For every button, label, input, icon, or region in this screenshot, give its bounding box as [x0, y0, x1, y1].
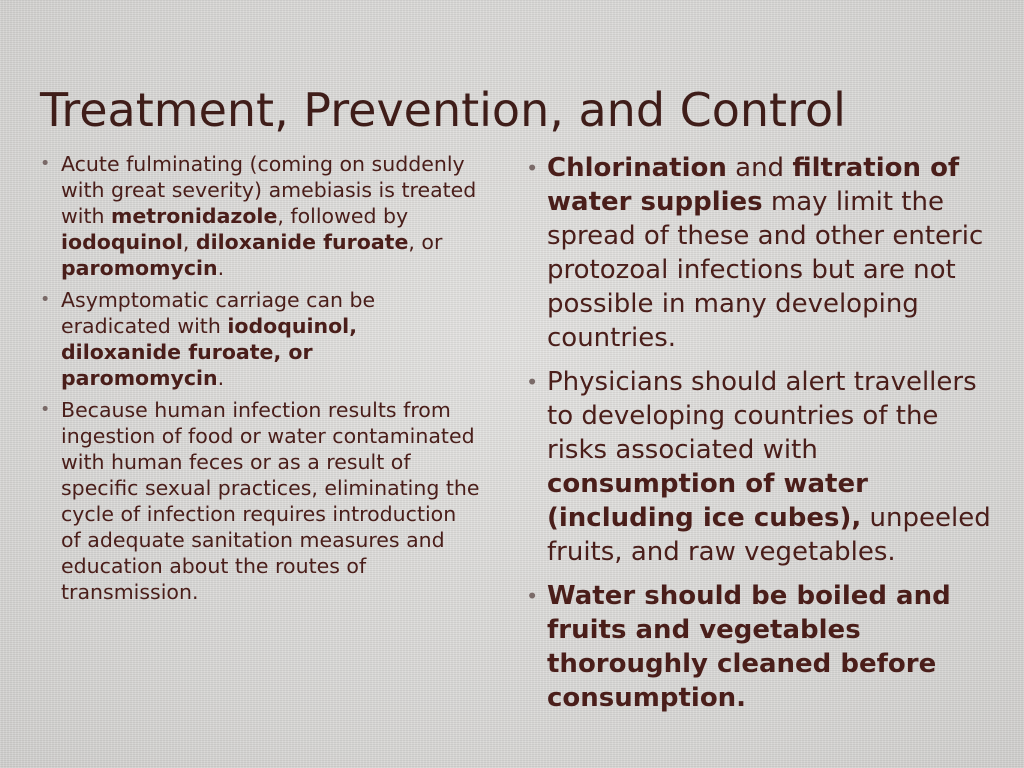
bullet-icon: •	[526, 370, 539, 394]
segment-text: , followed by	[277, 204, 409, 228]
drug-name: iodoquinol	[61, 230, 183, 254]
segment-text: , or	[408, 230, 443, 254]
bullet-item-asymptomatic-carriage	[40, 287, 482, 391]
bullet-icon: •	[40, 400, 51, 420]
drug-names: iodoquinol, diloxanide furoate, or paromomycin	[61, 314, 358, 390]
bullet-icon: •	[526, 156, 539, 180]
bullet-item-acute-treatment	[40, 151, 482, 281]
bullet-icon: •	[40, 290, 51, 310]
drug-name: diloxanide furoate	[195, 230, 409, 254]
bullet-item-boil-water	[526, 579, 996, 715]
segment-text: ,	[182, 230, 196, 254]
bullet-icon: •	[40, 154, 51, 174]
bullet-item-traveller-advice	[526, 365, 996, 569]
right-bullet-list	[526, 151, 996, 725]
key-term: Chlorination	[547, 153, 727, 183]
bullet-item-water-treatment	[526, 151, 996, 355]
bullet-icon: •	[526, 584, 539, 608]
segment-text: unpeeled fruits, and raw vegetables.	[547, 503, 991, 567]
drug-name: metronidazole	[111, 204, 278, 228]
bullet-item-infection-cycle	[40, 397, 482, 605]
segment-text: .	[217, 256, 225, 280]
key-term: Water should be boiled and fruits and vegetables thoroughly cleaned before consumption.	[547, 581, 951, 713]
segment-text: Physicians should alert travellers to developing countries of the risks associated with	[547, 367, 977, 465]
key-term: consumption of water (including ice cubes),	[547, 469, 868, 533]
slide-title: Treatment, Prevention, and Control	[40, 83, 846, 137]
segment-text: Asymptomatic carriage can be eradicated with	[61, 288, 376, 338]
segment-text: may limit the spread of these and other enteric protozoal infections but are not possible in many developing countries.	[547, 187, 984, 353]
left-bullet-list	[40, 151, 482, 611]
drug-name: paromomycin	[61, 256, 218, 280]
key-term: filtration of water supplies	[547, 153, 960, 217]
segment-text: Because human infection results from ingestion of food or water contaminated with human feces or as a result of specific sexual practices, eliminating the cycle of infection requires introduction of adequate sanitation measures and education about the routes of transmission.	[61, 398, 480, 604]
segment-text: Acute fulminating (coming on suddenly with great severity) amebiasis is treated with	[61, 152, 477, 228]
segment-text: .	[217, 366, 225, 390]
segment-text: and	[726, 153, 793, 183]
